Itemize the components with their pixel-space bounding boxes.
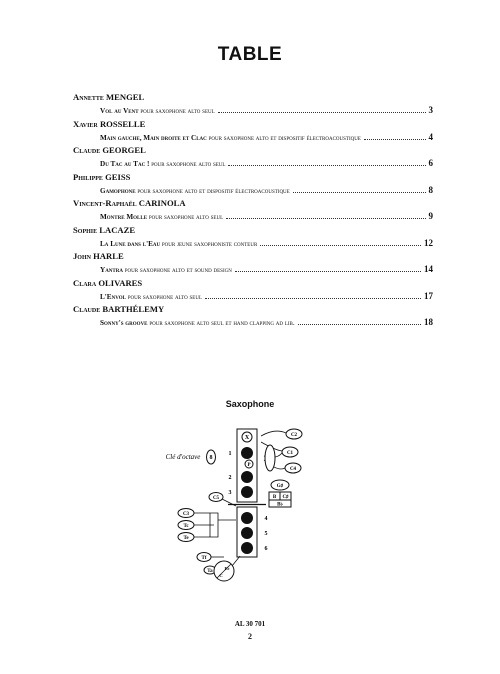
work-title: Vol au Vent bbox=[100, 107, 139, 115]
work-title: L'Envol bbox=[100, 292, 126, 301]
work-instrumentation: pour saxophone alto et dispositif électroacoustique bbox=[208, 133, 361, 142]
c2-key-text: C2 bbox=[290, 433, 298, 438]
diagram-title: Saxophone bbox=[225, 399, 275, 409]
page-number: 2 bbox=[248, 632, 252, 641]
pinky-connector bbox=[232, 556, 240, 566]
work-line bbox=[73, 185, 433, 195]
dot-leader bbox=[205, 298, 421, 299]
work-line bbox=[73, 105, 433, 115]
key-2-number: 2 bbox=[228, 475, 232, 481]
composer-name bbox=[73, 92, 433, 102]
composer-first-name: Vincent-Raphaël bbox=[73, 198, 137, 208]
composer-first-name: Claude bbox=[73, 145, 101, 155]
tf-key-text: Tf bbox=[201, 556, 207, 561]
c1-key-text: C1 bbox=[286, 451, 294, 456]
work-page-number: 18 bbox=[424, 317, 433, 327]
dot-leader bbox=[228, 165, 425, 166]
ta-key-text: Ta bbox=[207, 569, 213, 574]
work-description bbox=[100, 160, 225, 168]
palm-key-shape bbox=[265, 445, 275, 471]
composer-first-name: Clara bbox=[73, 277, 97, 288]
work-line bbox=[73, 317, 433, 327]
composer-name bbox=[73, 251, 433, 261]
work-instrumentation: pour saxophone alto et sound design bbox=[124, 266, 232, 274]
composer-last-name: OLIVARES bbox=[98, 277, 143, 288]
page-title: TABLE bbox=[217, 44, 283, 65]
c-key-text: C bbox=[219, 573, 223, 578]
work-page-number: 12 bbox=[424, 237, 433, 248]
work-title: Montre Molle bbox=[100, 213, 148, 221]
toc-entry bbox=[73, 198, 433, 225]
composer-name bbox=[73, 304, 433, 314]
composer-name bbox=[73, 278, 433, 288]
work-instrumentation: pour saxophone alto et dispositif électroacoustique bbox=[137, 186, 290, 195]
key-1-number: 1 bbox=[228, 451, 232, 457]
saxophone-fingering-diagram bbox=[140, 420, 360, 600]
work-description bbox=[100, 293, 202, 301]
composer-first-name: Claude bbox=[73, 304, 101, 314]
composer-first-name: Xavier bbox=[73, 118, 98, 129]
dot-leader bbox=[364, 139, 426, 140]
key-3-number: 3 bbox=[228, 490, 232, 496]
b-key-text: B bbox=[272, 495, 277, 500]
octave-key-label: Clé d'octave bbox=[165, 453, 201, 461]
composer-last-name: HARLE bbox=[93, 251, 124, 261]
toc-entry bbox=[73, 172, 433, 199]
octave-key-text: 8 bbox=[209, 455, 213, 461]
work-description bbox=[100, 240, 257, 248]
tc-key-text: Tc bbox=[183, 524, 189, 529]
table-of-contents bbox=[73, 92, 433, 331]
work-instrumentation: pour saxophone alto seul bbox=[148, 213, 224, 221]
work-title: La Lune dans l'Eau bbox=[100, 239, 161, 248]
work-title: Yantra bbox=[100, 266, 123, 274]
work-title: Du Tac au Tac ! bbox=[100, 160, 150, 168]
toc-entry bbox=[73, 119, 433, 146]
toc-entry bbox=[73, 145, 433, 172]
toc-entry bbox=[73, 225, 433, 252]
dot-leader bbox=[226, 218, 425, 219]
c4-key-text: C4 bbox=[289, 467, 297, 472]
work-page-number: 8 bbox=[428, 184, 433, 195]
work-instrumentation: pour jeune saxophoniste conteur bbox=[161, 239, 258, 248]
csharp-key-text: C♯ bbox=[282, 495, 289, 500]
c3-key-text: C3 bbox=[182, 512, 190, 517]
work-description bbox=[100, 107, 215, 115]
work-page-number: 14 bbox=[424, 264, 433, 274]
work-page-number: 9 bbox=[428, 211, 433, 221]
composer-last-name: BARTHÉLEMY bbox=[102, 304, 165, 314]
composer-last-name: CARINOLA bbox=[138, 198, 186, 208]
work-line bbox=[73, 264, 433, 274]
work-line bbox=[73, 158, 433, 168]
c5-key-text: C5 bbox=[212, 496, 220, 501]
composer-last-name: ROSSELLE bbox=[99, 118, 146, 129]
key-2 bbox=[241, 471, 253, 483]
work-instrumentation: pour saxophone alto seul bbox=[140, 107, 215, 115]
key-4 bbox=[241, 512, 253, 524]
key-6-number: 6 bbox=[264, 546, 268, 552]
te-key-text: Te bbox=[183, 536, 189, 541]
composer-first-name: Philippe bbox=[73, 171, 103, 182]
work-title: Gamophone bbox=[100, 186, 136, 195]
toc-entry bbox=[73, 304, 433, 331]
key-5-number: 5 bbox=[264, 531, 268, 537]
composer-first-name: Annette bbox=[73, 92, 104, 102]
key-4-number: 4 bbox=[264, 516, 268, 522]
dot-leader bbox=[293, 192, 426, 193]
work-title: Main gauche, Main droite et Clac bbox=[100, 133, 207, 142]
composer-name bbox=[73, 145, 433, 155]
work-description bbox=[100, 319, 295, 327]
toc-entry bbox=[73, 251, 433, 278]
composer-name bbox=[73, 119, 433, 129]
toc-entry bbox=[73, 92, 433, 119]
bflat-key-text: B♭ bbox=[277, 502, 283, 508]
composer-last-name: LACAZE bbox=[99, 224, 136, 235]
work-description bbox=[100, 213, 223, 221]
trill-connectors bbox=[194, 513, 236, 537]
composer-first-name: Sophie bbox=[73, 224, 98, 235]
x-key-text: X bbox=[244, 435, 250, 441]
work-instrumentation: pour saxophone alto seul et hand clapping ad lib. bbox=[149, 319, 295, 327]
dot-leader bbox=[218, 112, 426, 113]
dot-leader bbox=[298, 324, 421, 325]
key-6 bbox=[241, 542, 253, 554]
composer-last-name: MENGEL bbox=[106, 92, 145, 102]
work-line bbox=[73, 211, 433, 221]
work-line bbox=[73, 132, 433, 142]
p-key-text: P bbox=[247, 463, 251, 468]
composer-name bbox=[73, 172, 433, 182]
work-line bbox=[73, 238, 433, 248]
work-description bbox=[100, 187, 290, 195]
composer-last-name: GEISS bbox=[105, 171, 131, 182]
gsharp-key-text: G♯ bbox=[276, 484, 284, 489]
work-instrumentation: pour saxophone alto seul bbox=[127, 292, 203, 301]
work-description bbox=[100, 134, 361, 142]
key-1 bbox=[241, 447, 253, 459]
dot-leader bbox=[260, 245, 421, 246]
toc-entry bbox=[73, 278, 433, 305]
work-page-number: 3 bbox=[428, 105, 433, 115]
work-title: Sonny's groove bbox=[100, 319, 148, 327]
composer-name bbox=[73, 225, 433, 235]
key-5 bbox=[241, 527, 253, 539]
work-line bbox=[73, 291, 433, 301]
eflat-key-text: E♭ bbox=[224, 566, 230, 571]
work-page-number: 6 bbox=[428, 158, 433, 168]
key-3 bbox=[241, 486, 253, 498]
dot-leader bbox=[235, 271, 421, 272]
composer-name bbox=[73, 198, 433, 208]
work-description bbox=[100, 266, 232, 274]
catalog-number: AL 30 701 bbox=[234, 620, 266, 628]
composer-last-name: GEORGEL bbox=[102, 145, 146, 155]
work-page-number: 4 bbox=[428, 131, 433, 142]
composer-first-name: John bbox=[73, 251, 91, 261]
work-instrumentation: pour saxophone alto seul bbox=[151, 160, 226, 168]
work-page-number: 17 bbox=[424, 290, 433, 301]
